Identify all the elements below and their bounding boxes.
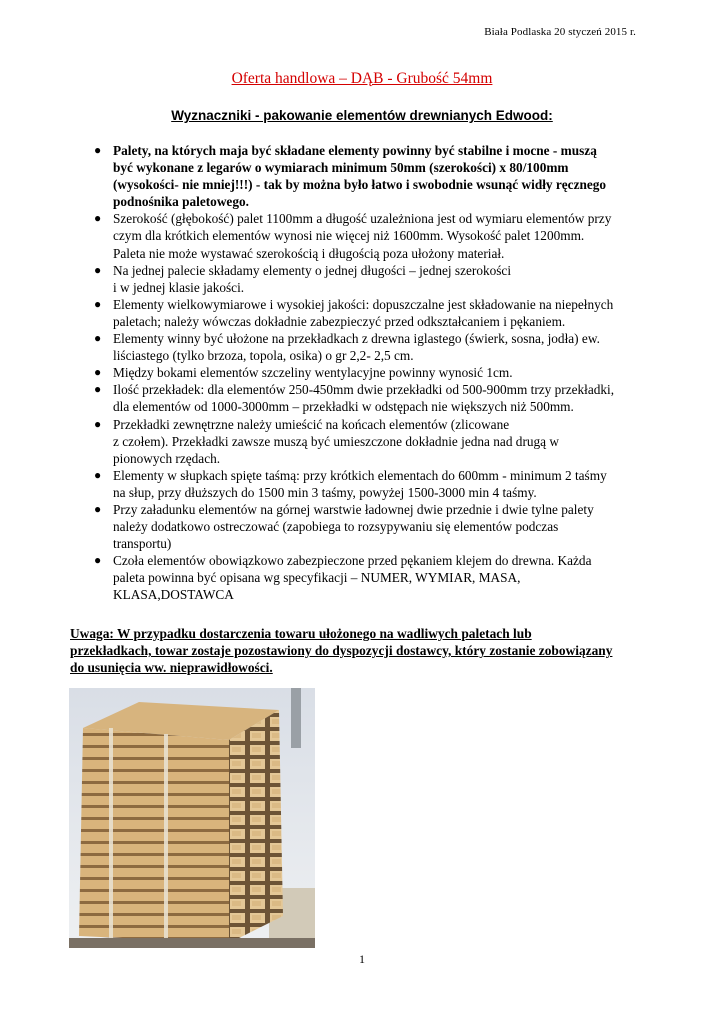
bullet-icon: ●	[94, 262, 102, 277]
list-item	[94, 210, 669, 261]
list-item-text: Między bokami elementów szczeliny wentylacyjne powinny wynosić 1cm.	[113, 365, 513, 381]
packing-rules-list	[94, 142, 669, 604]
bullet-icon: ●	[94, 331, 102, 346]
list-item-text: Ilość przekładek: dla elementów 250-450mm dwie przekładki od 500-900mm trzy przekładki, dla elementów od 1000-3000mm – przekładki w odstępach nie większych niż 500mm.	[113, 382, 615, 415]
list-item	[94, 262, 669, 296]
list-item	[94, 381, 669, 415]
list-item-text: Szerokość (głębokość) palet 1100mm a długość uzależniona jest od wymiaru elementów przy czym dla krótkich elementów wynosi nie więcej niż 1600mm. Wysokość palet 1200mm. Paleta nie może wystawać szerokością i długością poza ułożony materiał.	[113, 211, 612, 261]
offer-title: Oferta handlowa – DĄB - Grubość 54mm	[231, 70, 493, 87]
list-item	[94, 142, 669, 210]
warning-note: Uwaga: W przypadku dostarczenia towaru ułożonego na wadliwych paletach lub przekładkach, towar zostaje pozostawiony do dyspozycji dostawcy, który zostanie zobowiązany do usunięcia ww. nieprawidłowości.	[70, 626, 613, 676]
bullet-icon: ●	[94, 553, 102, 568]
list-item	[94, 416, 669, 467]
list-item-text: Na jednej palecie składamy elementy o jednej długości – jednej szerokości i w jednej klasie jakości.	[113, 262, 512, 295]
page-number: 1	[359, 952, 365, 966]
bullet-icon: ●	[94, 501, 102, 516]
list-item-text: Elementy w słupkach spięte taśmą: przy krótkich elementach do 600mm - minimum 2 taśmy na słup, przy dłuższych do 1500 min 3 taśmy, powyżej 1500-3000 min 4 taśmy.	[113, 467, 607, 500]
list-item-text: Czoła elementów obowiązkowo zabezpieczone przed pękaniem klejem do drewna. Każda paleta powinna być opisana wg specyfikacji – NUMER, WYMIAR, MASA, KLASA,DOSTAWCA	[113, 553, 592, 603]
list-item	[94, 552, 669, 603]
bullet-icon: ●	[94, 365, 102, 380]
list-item	[94, 330, 669, 364]
wood-pallet-photo	[69, 688, 315, 948]
bullet-icon: ●	[94, 143, 102, 157]
bullet-icon: ●	[94, 296, 102, 311]
list-item-text: Przekładki zewnętrzne należy umieścić na końcach elementów (zlicowane z czołem). Przekładki zawsze muszą być umieszczone dokładnie jedna nad drugą w pionowych rzędach.	[113, 416, 559, 466]
document-date: Biała Podlaska 20 styczeń 2015 r.	[484, 26, 636, 38]
bullet-icon: ●	[94, 416, 102, 431]
section-subtitle: Wyznaczniki - pakowanie elementów drewnianych Edwood:	[171, 108, 553, 123]
list-item-text: Przy załadunku elementów na górnej warstwie ładownej dwie przednie i dwie tylne palety należy dodatkowo ostreczować (zapobiega to rozsypywaniu się elementów podczas transportu)	[113, 501, 594, 552]
bullet-icon: ●	[94, 467, 102, 482]
list-item-text: Palety, na których maja być składane elementy powinny być stabilne i mocne - muszą być wykonane z legarów o wymiarach minimum 50mm (szerokości) x 80/100mm (wysokości- nie mniej!!!) - tak by można było łatwo i swobodnie wsunąć widły ręcznego podnośnika paletowego.	[113, 143, 607, 210]
list-item	[94, 296, 669, 330]
bullet-icon: ●	[94, 382, 102, 397]
bullet-icon: ●	[94, 211, 102, 226]
list-item	[94, 501, 669, 552]
stacked-timber-image	[69, 688, 315, 948]
list-item-text: Elementy wielkowymiarowe i wysokiej jakości: dopuszczalne jest składowanie na niepełnych paletach; należy wówczas dokładnie zabezpieczyć przed odkształcaniem i pękaniem.	[113, 296, 614, 329]
list-item	[94, 467, 669, 501]
list-item	[94, 364, 669, 381]
list-item-text: Elementy winny być ułożone na przekładkach z drewna iglastego (świerk, sosna, jodła) ew. liściastego (tylko brzoza, topola, osika) o gr 2,2- 2,5 cm.	[113, 331, 600, 364]
